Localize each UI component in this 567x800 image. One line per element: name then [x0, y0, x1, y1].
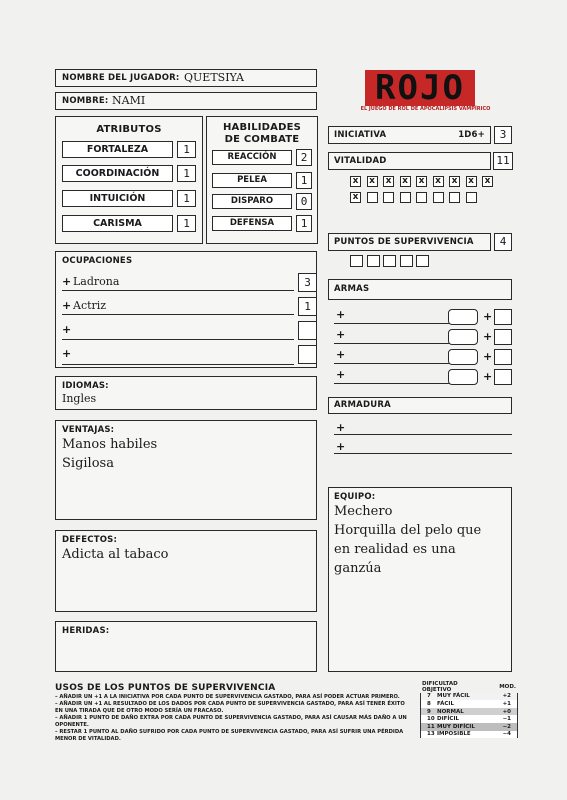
player-name-label: NOMBRE DEL JUGADOR:: [62, 73, 180, 83]
vitalidad-checkbox[interactable]: [383, 192, 394, 203]
armadura-1-line[interactable]: [334, 434, 512, 435]
arma-line[interactable]: [334, 323, 450, 324]
ocupacion-4-plus: +: [62, 347, 72, 360]
attr-carisma[interactable]: CARISMA: [62, 215, 173, 232]
attr-coordinacion[interactable]: COORDINACIÓN: [62, 165, 173, 182]
vitalidad-checkbox[interactable]: [466, 192, 477, 203]
skill-defensa[interactable]: DEFENSA: [212, 216, 292, 231]
dificultad-cell-n: 8: [427, 700, 431, 707]
dificultad-cell-label: DIFÍCIL: [437, 716, 460, 723]
arma-line[interactable]: [334, 343, 450, 344]
vitalidad-checkbox[interactable]: [433, 192, 444, 203]
supervivencia-label: PUNTOS DE SUPERVIVENCIA: [334, 237, 474, 247]
arma-bonus-plus: +: [483, 310, 493, 323]
iniciativa-value[interactable]: 3: [494, 126, 512, 144]
usos-item-3: – AÑADIR 1 PUNTO DE DAÑO EXTRA POR CADA PUNTO DE SUPERVIVENCIA GASTADO, PARA ASÍ CAUSAR MÁS DAÑO A UN OPONENTE.: [55, 715, 407, 728]
arma-plus: +: [336, 308, 346, 321]
arma-bonus-box[interactable]: [494, 309, 512, 325]
ocupacion-2-value[interactable]: 1: [298, 297, 317, 316]
dificultad-cell-label: MUY FÁCIL: [437, 693, 470, 700]
heridas-title: HERIDAS:: [62, 626, 110, 636]
arma-damage-box[interactable]: [448, 329, 478, 345]
dificultad-header: DIFICULTAD OBJETIVO MOD.: [422, 680, 516, 693]
supervivencia-checkbox[interactable]: [400, 255, 413, 267]
dificultad-cell-mod: −4: [502, 731, 511, 738]
habilidades-title-1: HABILIDADES: [222, 122, 302, 133]
ocupacion-3-plus: +: [62, 323, 72, 336]
attr-intuicion-value[interactable]: 1: [177, 190, 196, 207]
skill-pelea[interactable]: PELEA: [212, 173, 292, 188]
atributos-title: ATRIBUTOS: [96, 124, 162, 135]
skill-reaccion-value[interactable]: 2: [296, 149, 312, 166]
vitalidad-checkbox[interactable]: x: [449, 176, 460, 187]
dificultad-cell-mod: +2: [502, 693, 511, 700]
dificultad-cell-n: 10: [427, 716, 435, 723]
skill-disparo-value[interactable]: 0: [296, 193, 312, 210]
arma-plus: +: [336, 368, 346, 381]
ocupacion-4-value[interactable]: [298, 345, 317, 364]
player-name-value: QUETSIYA: [184, 71, 244, 84]
dificultad-cell-n: 13: [427, 731, 435, 738]
ventajas-panel: [55, 420, 317, 520]
rojo-logo: ROJO: [365, 70, 475, 106]
ocupacion-1-line: [62, 290, 294, 291]
attr-carisma-value[interactable]: 1: [177, 215, 196, 232]
dificultad-row: [421, 693, 517, 701]
dificultad-cell-label: IMPOSIBLE: [437, 731, 471, 738]
dificultad-rows: [420, 693, 518, 739]
character-name-value: NAMI: [112, 94, 146, 107]
dificultad-cell-n: 9: [427, 708, 431, 715]
ocupacion-2-line: [62, 314, 294, 315]
arma-plus: +: [336, 348, 346, 361]
dificultad-cell-label: FÁCIL: [437, 700, 454, 707]
usos-title: USOS DE LOS PUNTOS DE SUPERVIVENCIA: [55, 683, 276, 693]
vitalidad-label: VITALIDAD: [334, 156, 387, 166]
vitalidad-value[interactable]: 11: [493, 152, 513, 170]
heridas-panel[interactable]: [55, 621, 317, 672]
skill-pelea-value[interactable]: 1: [296, 172, 312, 189]
dificultad-cell-n: 7: [427, 693, 431, 700]
dificultad-table: [420, 680, 518, 738]
vitalidad-checkbox[interactable]: x: [482, 176, 493, 187]
player-name-field[interactable]: [55, 69, 317, 87]
idiomas-panel: [55, 376, 317, 410]
vitalidad-checkbox[interactable]: x: [416, 176, 427, 187]
vitalidad-checkbox[interactable]: x: [433, 176, 444, 187]
ocupacion-1-value[interactable]: 3: [298, 273, 317, 292]
ventajas-line-2[interactable]: Sigilosa: [62, 456, 114, 471]
arma-damage-box[interactable]: [448, 309, 478, 325]
ocupacion-4-line[interactable]: [62, 364, 294, 365]
rojo-logo-subtitle: EL JUEGO DE ROL DE APOCALIPSIS VAMPÍRICO: [360, 106, 491, 112]
armadura-1-plus: +: [336, 421, 346, 434]
ventajas-title: VENTAJAS:: [62, 425, 115, 435]
supervivencia-checkbox[interactable]: [367, 255, 380, 267]
usos-list: [55, 694, 411, 743]
arma-bonus-box[interactable]: [494, 329, 512, 345]
supervivencia-checkbox[interactable]: [383, 255, 396, 267]
dificultad-row: [421, 731, 517, 739]
arma-bonus-plus: +: [483, 370, 493, 383]
idiomas-title: IDIOMAS:: [62, 381, 109, 391]
vitalidad-checkbox[interactable]: [367, 192, 378, 203]
vitalidad-checkbox[interactable]: x: [466, 176, 477, 187]
usos-item-1: – AÑADIR UN +1 A LA INICIATIVA POR CADA PUNTO DE SUPERVIVENCIA GASTADO, PARA ASÍ PODER ACTUAR PRIMERO.: [55, 694, 400, 700]
equipo-line-3[interactable]: en realidad es una: [334, 542, 456, 557]
attr-fortaleza[interactable]: FORTALEZA: [62, 141, 173, 158]
dificultad-row: [421, 723, 517, 731]
ocupacion-1-plus: +: [62, 275, 72, 288]
equipo-line-4[interactable]: ganzúa: [334, 561, 382, 576]
arma-bonus-box[interactable]: [494, 369, 512, 385]
ocupacion-3-line[interactable]: [62, 339, 294, 340]
dificultad-cell-mod: −2: [502, 723, 511, 730]
skill-reaccion[interactable]: REACCIÓN: [212, 150, 292, 165]
arma-line[interactable]: [334, 383, 450, 384]
arma-bonus-box[interactable]: [494, 349, 512, 365]
equipo-line-2[interactable]: Horquilla del pelo que: [334, 523, 482, 538]
ocupacion-2-plus: +: [62, 299, 72, 312]
iniciativa-field: [328, 126, 491, 144]
vitalidad-checkbox[interactable]: x: [367, 176, 378, 187]
supervivencia-field: [328, 233, 491, 251]
vitalidad-checkbox[interactable]: [416, 192, 427, 203]
arma-plus: +: [336, 328, 346, 341]
vitalidad-checkbox[interactable]: x: [350, 176, 361, 187]
vitalidad-checkbox[interactable]: x: [400, 176, 411, 187]
dificultad-cell-label: NORMAL: [437, 708, 464, 715]
dificultad-cell-n: 11: [427, 723, 435, 730]
equipo-panel: [328, 487, 512, 672]
usos-item-2: – AÑADIR UN +1 AL RESULTADO DE LOS DADOS POR CADA PUNTO DE SUPERVIVENCIA GASTADO, PARA ASÍ TENER ÉXITO EN UNA TIRADA QUE DE OTRO MODO SERÍA UN FRACASO.: [55, 701, 405, 714]
armas-header: [328, 279, 512, 300]
idiomas-value[interactable]: Ingles: [62, 392, 97, 405]
armas-title: ARMAS: [334, 284, 370, 294]
vitalidad-checkbox[interactable]: [400, 192, 411, 203]
arma-bonus-plus: +: [483, 350, 493, 363]
defectos-line-1[interactable]: Adicta al tabaco: [62, 547, 169, 562]
ventajas-line-1[interactable]: Manos habiles: [62, 437, 158, 452]
vitalidad-checkbox[interactable]: x: [383, 176, 394, 187]
skill-disparo[interactable]: DISPARO: [212, 194, 292, 209]
habilidades-title-2: DE COMBATE: [224, 134, 300, 145]
supervivencia-checkbox[interactable]: [416, 255, 429, 267]
dificultad-row: [421, 708, 517, 716]
usos-item-4: – RESTAR 1 PUNTO AL DAÑO SUFRIDO POR CADA PUNTO DE SUPERVIVENCIA GASTADO, PARA ASÍ SUFRIR UNA PÉRDIDA MENOR DE VITALIDAD.: [55, 729, 404, 742]
iniciativa-dice: 1D6+: [458, 130, 485, 140]
arma-damage-box[interactable]: [448, 349, 478, 365]
armadura-title: ARMADURA: [334, 400, 391, 410]
defectos-panel: [55, 530, 317, 612]
dificultad-cell-label: MUY DIFÍCIL: [437, 723, 475, 730]
dificultad-cell-mod: −1: [502, 716, 511, 723]
attr-coordinacion-value[interactable]: 1: [177, 165, 196, 182]
supervivencia-value[interactable]: 4: [494, 233, 512, 251]
arma-line[interactable]: [334, 363, 450, 364]
character-name-field[interactable]: [55, 92, 317, 110]
vitalidad-checkbox[interactable]: x: [350, 192, 361, 203]
iniciativa-label: INICIATIVA: [334, 130, 387, 140]
dificultad-row: [421, 700, 517, 708]
ocupacion-1-label[interactable]: Ladrona: [73, 275, 120, 288]
attr-intuicion[interactable]: INTUICIÓN: [62, 190, 173, 207]
ocupacion-3-value[interactable]: [298, 321, 317, 340]
attr-fortaleza-value[interactable]: 1: [177, 141, 196, 158]
arma-bonus-plus: +: [483, 330, 493, 343]
equipo-line-1[interactable]: Mechero: [334, 504, 393, 519]
supervivencia-checkbox[interactable]: [350, 255, 363, 267]
dificultad-cell-mod: +1: [502, 700, 511, 707]
equipo-title: EQUIPO:: [334, 492, 376, 502]
arma-damage-box[interactable]: [448, 369, 478, 385]
ocupaciones-title: OCUPACIONES: [62, 256, 133, 266]
vitalidad-field: [328, 152, 491, 170]
character-name-label: NOMBRE:: [62, 96, 109, 106]
dificultad-row: [421, 715, 517, 723]
defectos-title: DEFECTOS:: [62, 535, 118, 545]
dificultad-cell-mod: +0: [502, 708, 511, 715]
armadura-2-line[interactable]: [334, 453, 512, 454]
vitalidad-checkbox[interactable]: [449, 192, 460, 203]
armadura-2-plus: +: [336, 440, 346, 453]
armadura-header: [328, 397, 512, 414]
ocupacion-2-label[interactable]: Actriz: [73, 299, 107, 312]
skill-defensa-value[interactable]: 1: [296, 215, 312, 232]
